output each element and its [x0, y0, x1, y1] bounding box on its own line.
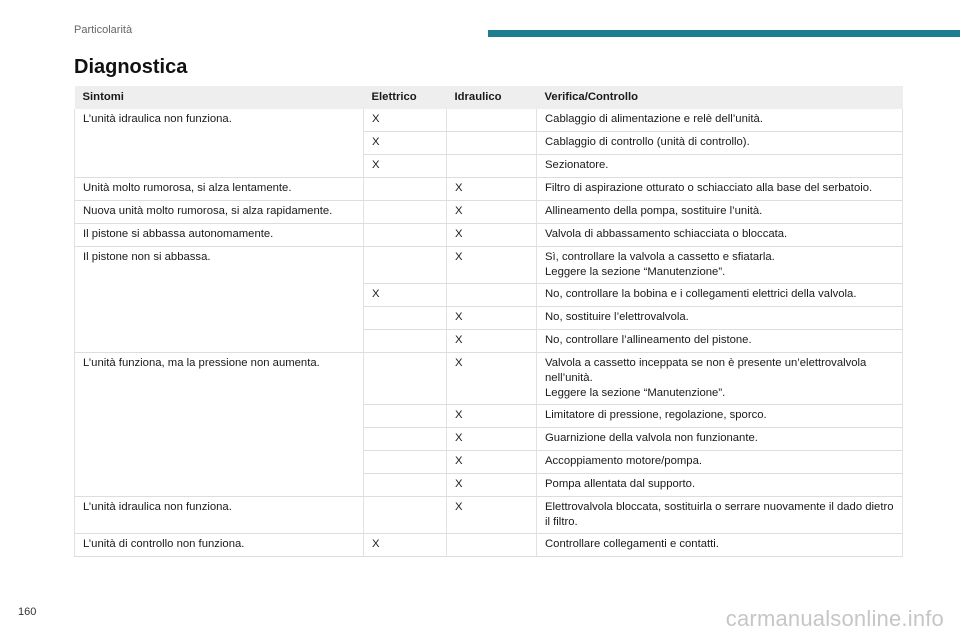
- idraulico-cell: [447, 534, 537, 557]
- idraulico-cell: X: [447, 224, 537, 247]
- idraulico-cell: X: [447, 178, 537, 201]
- verifica-line: Accoppiamento motore/pompa.: [545, 455, 702, 467]
- elettrico-cell: [364, 405, 447, 428]
- elettrico-cell: X: [364, 284, 447, 307]
- elettrico-cell: [364, 428, 447, 451]
- verifica-line: No, sostituire l’elettrovalvola.: [545, 311, 689, 323]
- verifica-line: Guarnizione della valvola non funzionante.: [545, 432, 758, 444]
- diagnostics-table: [74, 86, 903, 557]
- table-row: [75, 201, 903, 224]
- idraulico-cell: X: [447, 497, 537, 534]
- verifica-line: Filtro di aspirazione otturato o schiacciato alla base del serbatoio.: [545, 182, 873, 194]
- table-row: [75, 497, 903, 534]
- verifica-cell: [537, 155, 903, 178]
- section-label: Particolarità: [74, 24, 133, 36]
- verifica-line: No, controllare l’allineamento del pistone.: [545, 334, 752, 346]
- column-header-verifica: Verifica/Controllo: [537, 86, 903, 109]
- idraulico-cell: X: [447, 474, 537, 497]
- idraulico-cell: [447, 284, 537, 307]
- table-row: [75, 224, 903, 247]
- elettrico-cell: X: [364, 155, 447, 178]
- idraulico-cell: X: [447, 353, 537, 405]
- verifica-cell: [537, 451, 903, 474]
- column-header-sintomi: Sintomi: [75, 86, 364, 109]
- page-title: Diagnostica: [74, 56, 188, 78]
- verifica-line: No, controllare la bobina e i collegamenti elettrici della valvola.: [545, 288, 857, 300]
- table-row: [75, 178, 903, 201]
- verifica-cell: [537, 132, 903, 155]
- header-accent-bar: [488, 30, 960, 37]
- idraulico-cell: [447, 132, 537, 155]
- verifica-cell: [537, 201, 903, 224]
- symptom-cell: L’unità idraulica non funziona.: [75, 109, 364, 178]
- idraulico-cell: X: [447, 247, 537, 284]
- elettrico-cell: [364, 474, 447, 497]
- elettrico-cell: X: [364, 534, 447, 557]
- verifica-cell: [537, 405, 903, 428]
- verifica-cell: [537, 353, 903, 405]
- elettrico-cell: [364, 201, 447, 224]
- idraulico-cell: X: [447, 330, 537, 353]
- watermark: carmanualsonline.info: [725, 606, 944, 631]
- elettrico-cell: [364, 307, 447, 330]
- column-header-idraulico: Idraulico: [447, 86, 537, 109]
- elettrico-cell: X: [364, 132, 447, 155]
- verifica-cell: [537, 474, 903, 497]
- idraulico-cell: X: [447, 451, 537, 474]
- page-number: 160: [18, 606, 37, 618]
- verifica-cell: [537, 109, 903, 132]
- idraulico-cell: [447, 109, 537, 132]
- idraulico-cell: X: [447, 307, 537, 330]
- symptom-cell: Il pistone si abbassa autonomamente.: [75, 224, 364, 247]
- table-row: [75, 353, 903, 405]
- idraulico-cell: X: [447, 201, 537, 224]
- symptom-cell: L’unità funziona, ma la pressione non aumenta.: [75, 353, 364, 497]
- elettrico-cell: [364, 178, 447, 201]
- idraulico-cell: X: [447, 405, 537, 428]
- verifica-line: Cablaggio di alimentazione e relè dell’unità.: [545, 113, 763, 125]
- table-row: [75, 534, 903, 557]
- verifica-cell: [537, 178, 903, 201]
- verifica-line: Cablaggio di controllo (unità di controllo).: [545, 136, 750, 148]
- verifica-line: Sezionatore.: [545, 159, 609, 171]
- elettrico-cell: [364, 247, 447, 284]
- table-body: [75, 109, 903, 557]
- elettrico-cell: [364, 497, 447, 534]
- symptom-cell: Nuova unità molto rumorosa, si alza rapidamente.: [75, 201, 364, 224]
- idraulico-cell: [447, 155, 537, 178]
- table-header-row: [75, 86, 903, 109]
- elettrico-cell: [364, 330, 447, 353]
- verifica-line: Allineamento della pompa, sostituire l’unità.: [545, 205, 763, 217]
- table-row: [75, 247, 903, 284]
- elettrico-cell: [364, 451, 447, 474]
- elettrico-cell: [364, 353, 447, 405]
- verifica-cell: [537, 284, 903, 307]
- verifica-cell: [537, 497, 903, 534]
- column-header-elettrico: Elettrico: [364, 86, 447, 109]
- verifica-line: Elettrovalvola bloccata, sostituirla o serrare nuovamente il dado dietro il filtro.: [545, 501, 894, 528]
- symptom-cell: Unità molto rumorosa, si alza lentamente.: [75, 178, 364, 201]
- verifica-line: Valvola di abbassamento schiacciata o bloccata.: [545, 228, 788, 240]
- verifica-line: Sì, controllare la valvola a cassetto e sfiatarla.: [545, 251, 775, 263]
- verifica-cell: [537, 307, 903, 330]
- symptom-cell: Il pistone non si abbassa.: [75, 247, 364, 353]
- verifica-cell: [537, 224, 903, 247]
- verifica-cell: [537, 330, 903, 353]
- symptom-cell: L’unità idraulica non funziona.: [75, 497, 364, 534]
- verifica-line: Leggere la sezione “Manutenzione”.: [545, 387, 726, 399]
- verifica-cell: [537, 428, 903, 451]
- elettrico-cell: [364, 224, 447, 247]
- verifica-line: Valvola a cassetto inceppata se non è presente un’elettrovalvola nell’unità.: [545, 357, 867, 384]
- verifica-line: Controllare collegamenti e contatti.: [545, 538, 719, 550]
- symptom-cell: L’unità di controllo non funziona.: [75, 534, 364, 557]
- elettrico-cell: X: [364, 109, 447, 132]
- verifica-line: Limitatore di pressione, regolazione, sporco.: [545, 409, 767, 421]
- verifica-line: Pompa allentata dal supporto.: [545, 478, 696, 490]
- verifica-cell: [537, 247, 903, 284]
- idraulico-cell: X: [447, 428, 537, 451]
- verifica-cell: [537, 534, 903, 557]
- table-row: [75, 109, 903, 132]
- verifica-line: Leggere la sezione “Manutenzione”.: [545, 266, 726, 278]
